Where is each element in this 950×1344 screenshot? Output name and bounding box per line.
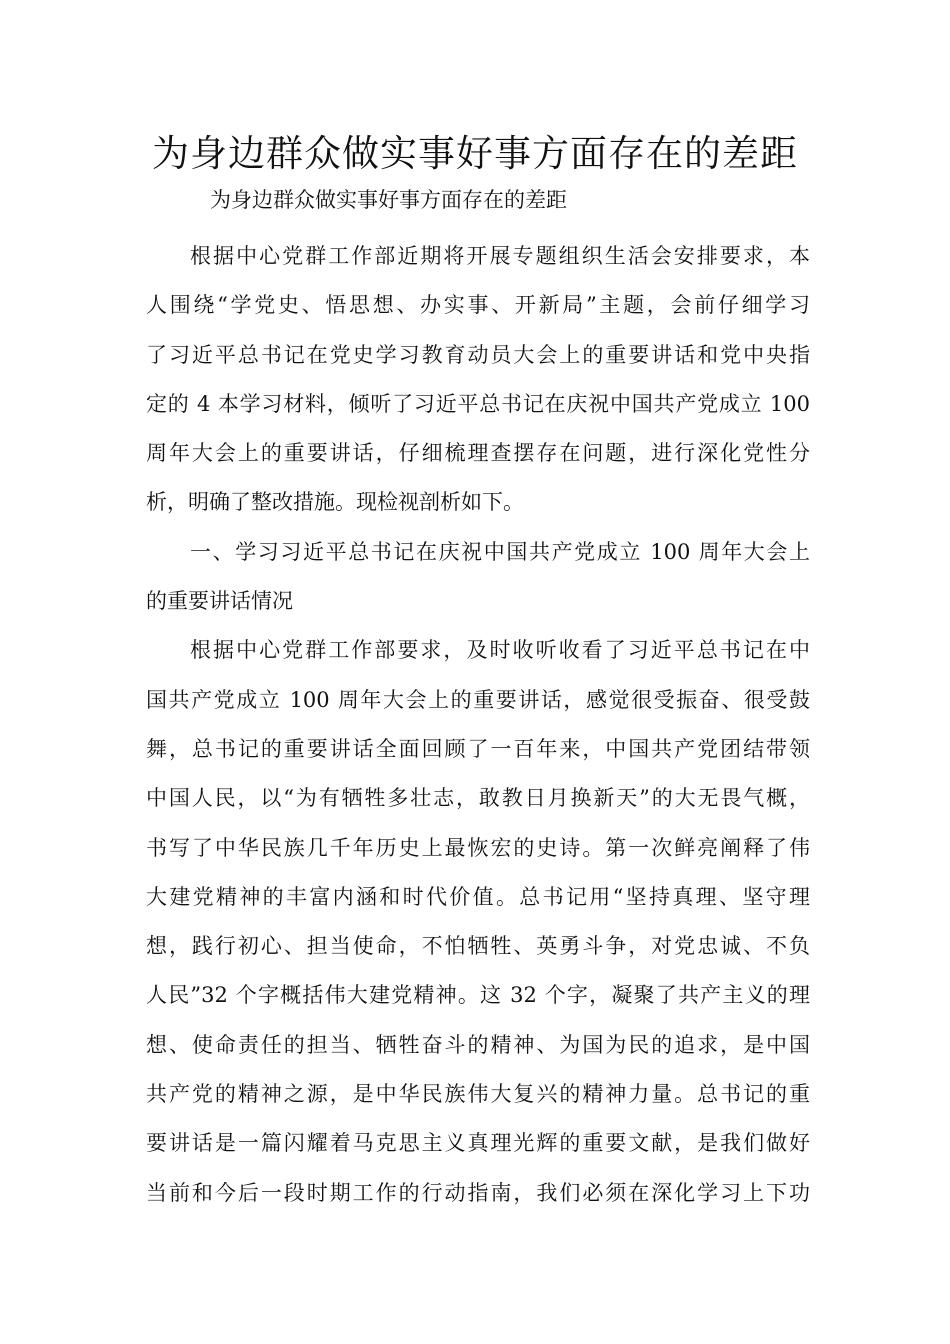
body-line: 想、使命责任的担当、牺牲奋斗的精神、为国为民的追求，是中国 <box>146 1032 810 1057</box>
body-line: 舞，总书记的重要讲话全面回顾了一百年来，中国共产党团结带领 <box>146 736 810 761</box>
body-line: 了习近平总书记在党史学习教育动员大会上的重要讲话和党中央指 <box>146 342 810 367</box>
body-line: 周年大会上的重要讲话，仔细梳理查摆存在问题，进行深化党性分 <box>146 441 810 466</box>
body-line: 当前和今后一段时期工作的行动指南，我们必须在深化学习上下功 <box>146 1180 810 1205</box>
body-line: 根据中心党群工作部要求，及时收听收看了习近平总书记在中 <box>190 638 810 663</box>
body-line: 根据中心党群工作部近期将开展专题组织生活会安排要求，本 <box>190 244 810 268</box>
body-line: 人民”32 个字概括伟大建党精神。这 32 个字，凝聚了共产主义的理 <box>146 983 810 1008</box>
section-heading-line: 的重要讲话情况 <box>146 589 293 614</box>
body-line: 大建党精神的丰富内涵和时代价值。总书记用“坚持真理、坚守理 <box>146 884 810 909</box>
body-line: 中国人民，以“为有牺牲多壮志，敢教日月换新天”的大无畏气概， <box>146 786 810 811</box>
body-line: 定的 4 本学习材料，倾听了习近平总书记在庆祝中国共产党成立 100 <box>146 391 810 416</box>
body-line: 国共产党成立 100 周年大会上的重要讲话，感觉很受振奋、很受鼓 <box>146 687 810 712</box>
document-subtitle: 为身边群众做实事好事方面存在的差距 <box>210 188 567 212</box>
document-body <box>146 232 810 1218</box>
body-line: 要讲话是一篇闪耀着马克思主义真理光辉的重要文献，是我们做好 <box>146 1131 810 1156</box>
section-heading-line: 一、学习习近平总书记在庆祝中国共产党成立 100 周年大会上 <box>190 539 810 564</box>
document-title: 为身边群众做实事好事方面存在的差距 <box>152 132 798 175</box>
body-line: 共产党的精神之源，是中华民族伟大复兴的精神力量。总书记的重 <box>146 1082 810 1107</box>
body-line: 析，明确了整改措施。现检视剖析如下。 <box>146 490 524 515</box>
body-line: 书写了中华民族几千年历史上最恢宏的史诗。第一次鲜亮阐释了伟 <box>146 835 810 860</box>
body-line: 人围绕“学党史、悟思想、办实事、开新局”主题，会前仔细学习 <box>146 293 810 318</box>
body-line: 想，践行初心、担当使命，不怕牺牲、英勇斗争，对党忠诚、不负 <box>146 934 810 959</box>
